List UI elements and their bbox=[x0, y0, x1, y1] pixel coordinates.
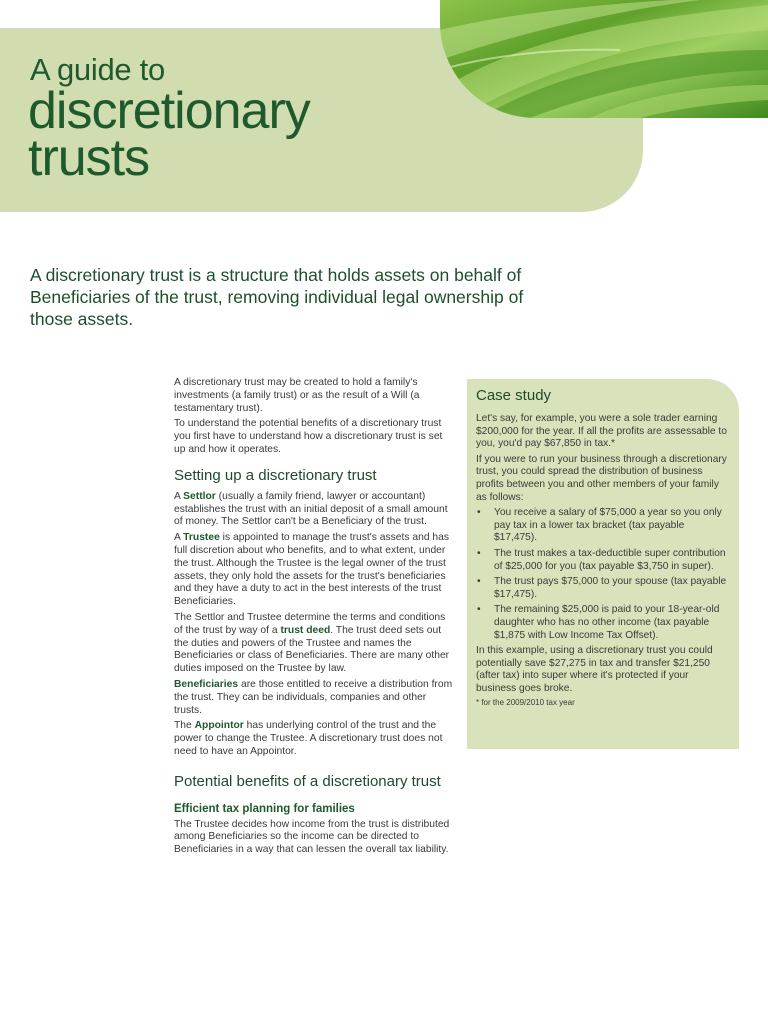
heading-tax-planning: Efficient tax planning for families bbox=[174, 802, 355, 815]
term-trustee: Trustee bbox=[183, 532, 220, 544]
list-item: • The remaining $25,000 is paid to your 18-year-old daughter who has no other income (tax payable $1,875 with Low Income Tax Offset). bbox=[476, 604, 729, 642]
case-study-list bbox=[476, 507, 729, 642]
term-appointor: Appointor bbox=[194, 720, 244, 732]
case-study-paragraph: If you were to run your business through a discretionary trust, you could spread the distribution of business profits between you and other members of your family as follows: bbox=[476, 453, 727, 503]
term-trust-deed: trust deed bbox=[280, 624, 331, 636]
list-item: • The trust makes a tax-deductible super contribution of $25,000 for you (tax payable $3,750 in super). bbox=[476, 548, 729, 573]
case-study-title: Case study bbox=[476, 387, 552, 404]
heading-setting-up: Setting up a discretionary trust bbox=[174, 466, 377, 484]
intro-paragraph: A discretionary trust is a structure that holds assets on behalf of Beneficiaries of the trust, removing individual legal ownership of those assets. bbox=[30, 265, 524, 329]
leaf-photo bbox=[440, 0, 768, 118]
list-item: • The trust pays $75,000 to your spouse (tax payable $17,475). bbox=[476, 576, 729, 601]
case-study-box bbox=[467, 379, 739, 749]
heading-potential-benefits: Potential benefits of a discretionary trust bbox=[174, 772, 441, 790]
leaf-illustration bbox=[440, 0, 768, 118]
tax-paragraph: The Trustee decides how income from the trust is distributed among Beneficiaries so the income can be directed to Beneficiaries in a way that can lessen the overall tax liability. bbox=[174, 818, 450, 856]
settlor-paragraph: A Settlor (usually a family friend, lawyer or accountant) establishes the trust with an initial deposit of a small amount of money. The Settlor can't be a Beneficiary of the trust. bbox=[174, 490, 448, 528]
title-line-2: trusts bbox=[28, 129, 150, 187]
document-title bbox=[28, 82, 310, 187]
title-line-1: discretionary bbox=[28, 82, 310, 140]
appointor-paragraph: The Appointor has underlying control of the trust and the power to change the Trustee. A discretionary trust does not need to have an Appointor. bbox=[174, 720, 443, 757]
footnote: * for the 2009/2010 tax year bbox=[476, 698, 575, 708]
beneficiaries-paragraph: Beneficiaries are those entitled to receive a distribution from the trust. They can be individuals, companies and other trusts. bbox=[174, 678, 453, 716]
main-column bbox=[174, 377, 456, 860]
title-prefix: A guide to bbox=[30, 52, 165, 87]
list-item: • You receive a salary of $75,000 a year so you only pay tax in a lower tax bracket (tax payable $17,475). bbox=[476, 507, 729, 545]
term-settlor: Settlor bbox=[183, 490, 216, 502]
term-beneficiaries: Beneficiaries bbox=[174, 678, 239, 690]
trustee-paragraph: A Trustee is appointed to manage the trust's assets and has full discretion about who benefits, and to what extent, under the trust. Although the Trustee is the legal owner of the trust assets, they only hold the assets for the trust's beneficiaries and they have a duty to act in the best interests of the trust Beneficiaries. bbox=[174, 532, 450, 608]
case-study-paragraph: Let's say, for example, you were a sole trader earning $200,000 for the year. If all the profits are assessable to you, you'd pay $67,850 in tax.* bbox=[476, 413, 727, 450]
case-study-paragraph: In this example, using a discretionary trust you could potentially save $27,275 in tax and transfer $21,250 (after tax) into super where it's protected if your business goes broke. bbox=[476, 645, 713, 694]
trust-deed-paragraph: The Settlor and Trustee determine the terms and conditions of the trust by way of a trust deed. The trust deed sets out the duties and powers of the Trustee and names the Beneficiaries or class of Beneficiaries. There are many other duties imposed on the Trustee by law. bbox=[174, 611, 450, 675]
paragraph: To understand the potential benefits of a discretionary trust you first have to understand how a discretionary trust is set up and how it operates. bbox=[174, 418, 443, 455]
paragraph: A discretionary trust may be created to hold a family's investments (a family trust) or as the result of a Will (a testamentary trust). bbox=[174, 377, 420, 414]
